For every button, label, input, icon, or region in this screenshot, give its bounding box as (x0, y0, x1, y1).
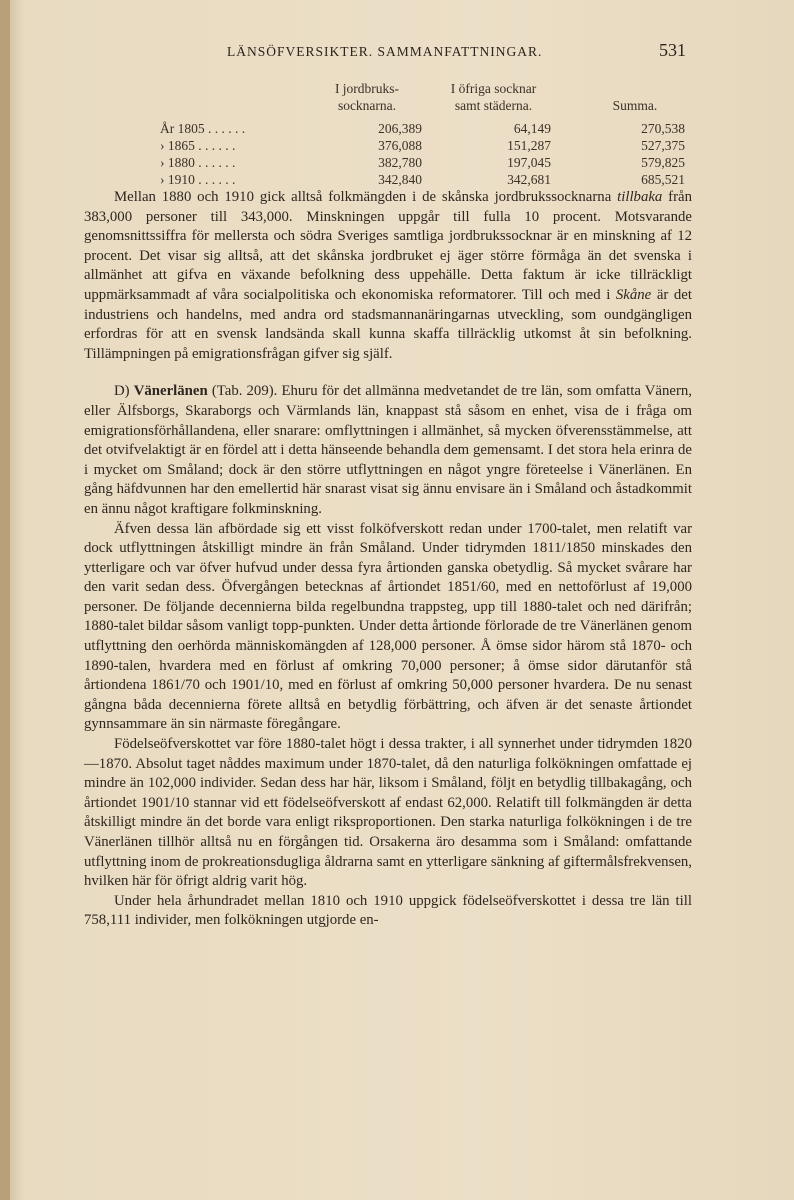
table-cell: 579,825 (641, 155, 685, 170)
table-cell: › 1910 . . . . . . (160, 172, 236, 187)
table-cell: › 1865 . . . . . . (160, 138, 236, 153)
table-cell: 270,538 (641, 121, 685, 136)
running-head: LÄNSÖFVERSIKTER. SAMMANFATTNINGAR. (227, 44, 543, 59)
section-marker: D) (114, 383, 134, 400)
text-run: är det industriens och handelns, med andra ord stadsmannanäringarnas utveckling, som oundgängligen erfordras för att en svensk landsända skall kunna skaffa tillräcklig utkomst åt sin befolkning. Tillämpningen på emigrationsfrågan gifver sig själf. (84, 286, 692, 362)
table-row (160, 171, 685, 188)
paragraph: Äfven dessa län afbördade sig ett visst folköfverskott redan under 1700-talet, men relatift var dock utflyttningen åtskilligt mindre än från Småland. Under tidrymden 1811/1850 minskades den ytterligare och var öfver hufvud under dessa fyra årtionden ganska obetydlig. Så mycket svårare har den varit sedan dess. Öfvergången betecknas af årtiondet 1851/60, med en nettoförlust af 19,000 personer. De följande decennierna bilda regelbundna trappsteg, upp till 1880-talet och ned därifrån; 1880-talet bildar såsom vanligt topp-punkten. Under detta årtionde förlorade de tre Vänerlänen genom utflyttning den oerhörda människomängden af 128,000 personer. Å ömse sidor härom stå 1870- och 1890-talen, hvardera med en förlust af omkring 70,000 personer; å ömse sidor därutanför stå årtiondena 1861/70 och 1901/10, med en förlust af omkring 50,000 personer hvardera. De nu senast gångna båda decennierna förete alltså en betydlig förbättring, och äfven är det senaste årtiondet gynnsammare än sin närmaste föregångare. (84, 520, 692, 733)
table-header-text: I jordbruks- socknarna. (334, 81, 400, 113)
table-cell: 197,045 (507, 155, 551, 170)
table-header-row (160, 80, 685, 120)
table-cell: 206,389 (378, 121, 422, 136)
text-run: (Tab. 209). Ehuru för det allmänna medvetandet de tre län, som omfatta Vänern, eller Älfsborgs, Skaraborgs och Värmlands län, knappast stå såsom en enhet, visa de i fråga om emigrationsförhållandena, eller snarare: omflyttningen i allmänhet, så mycken öfverensstämmelse, att det otvifvelaktigt är en fördel att i detta hänseende behandla dem gemensamt. I det stora hela erinra de i mycket om Småland; dock är den större utflyttningen en något yngre företeelse i Vänerlänen. En gång häfdvunnen har den emellertid här snarast visat sig ännu envisare än i Småland och åstadkommit en ännu något kraftigare folkminskning. (84, 383, 692, 517)
table-cell: 527,375 (641, 138, 685, 153)
table-cell: 376,088 (378, 138, 422, 153)
paragraph-gap (84, 364, 692, 382)
text-run: från 383,000 personer till 343,000. Minskningen uppgår till fulla 10 procent. Motsvarande genomsnittssiffra för mellersta och södra Sveriges samtliga jordbrukssocknar är en minskning af 12 procent. Det visar sig alltså, att det skånska jordbruket ej äger större förmåga än det svenska i allmänhet att gifva en växande befolkning dess uppehälle. Detta faktum är icke tillräckligt uppmärksammadt af våra socialpolitiska och ekonomiska reformatorer. Till och med i (84, 189, 692, 303)
table-row (160, 154, 685, 171)
population-table (160, 80, 685, 188)
table-header (160, 80, 308, 120)
text-run: Mellan 1880 och 1910 gick alltså folkmängden i de skånska jordbrukssocknarna (114, 189, 618, 205)
table-row (160, 137, 685, 154)
table-header (432, 80, 581, 120)
table-header-text: I öfriga socknar samt städerna. (450, 81, 537, 113)
page-body (84, 188, 692, 931)
table-row (160, 120, 685, 137)
binding-gutter (0, 0, 10, 1200)
table-cell: › 1880 . . . . . . (160, 155, 236, 170)
page-header (0, 40, 794, 64)
emphasis-text: Skåne (615, 286, 652, 303)
table-cell: 382,780 (378, 155, 422, 170)
table-header: Summa. (612, 98, 658, 113)
paragraph (84, 188, 692, 364)
table-cell: 342,681 (507, 172, 551, 187)
table-cell: 64,149 (513, 121, 551, 136)
page-number: 531 (659, 40, 686, 60)
table-cell: 342,840 (378, 172, 422, 187)
paragraph: Födelseöfverskottet var före 1880-talet högt i dessa trakter, i all synnerhet under tidrymden 1820—1870. Absolut taget nåddes maximum under 1870-talet, då den naturliga folkökningen omfattade ej mindre än 102,000 individer. Sedan dess har här, liksom i Småland, följt en betydlig tillbakagång, och årtiondet 1901/10 stannar vid ett födelseöfverskott af endast 62,000. Relatift till folkmängden är detta åtskilligt mindre än det borde vara enligt riksproportionen. Den starka naturliga folkökningen i de tre Vänerlänen tillhör alltså nu en förgången tid. Orsakerna äro desamma som i Småland: omfattande utflyttning inom de prokreationsdugliga åldrarna samt en ytterligare sänkning af giftermålsfrekvensen, hvilken här för öfrigt aldrig varit hög. (84, 736, 692, 890)
section-heading: Vänerlänen (133, 383, 208, 400)
table-cell: 151,287 (507, 138, 551, 153)
table-cell: År 1805 . . . . . . (160, 121, 246, 136)
table-cell: 685,521 (641, 172, 685, 187)
emphasis-text: tillbaka (617, 189, 663, 205)
paragraph: Under hela århundradet mellan 1810 och 1910 uppgick födelseöfverskottet i dessa tre län till 758,111 individer, men folkökningen utgjorde en- (84, 892, 692, 929)
section-paragraph (84, 382, 692, 519)
table-header (308, 80, 432, 120)
